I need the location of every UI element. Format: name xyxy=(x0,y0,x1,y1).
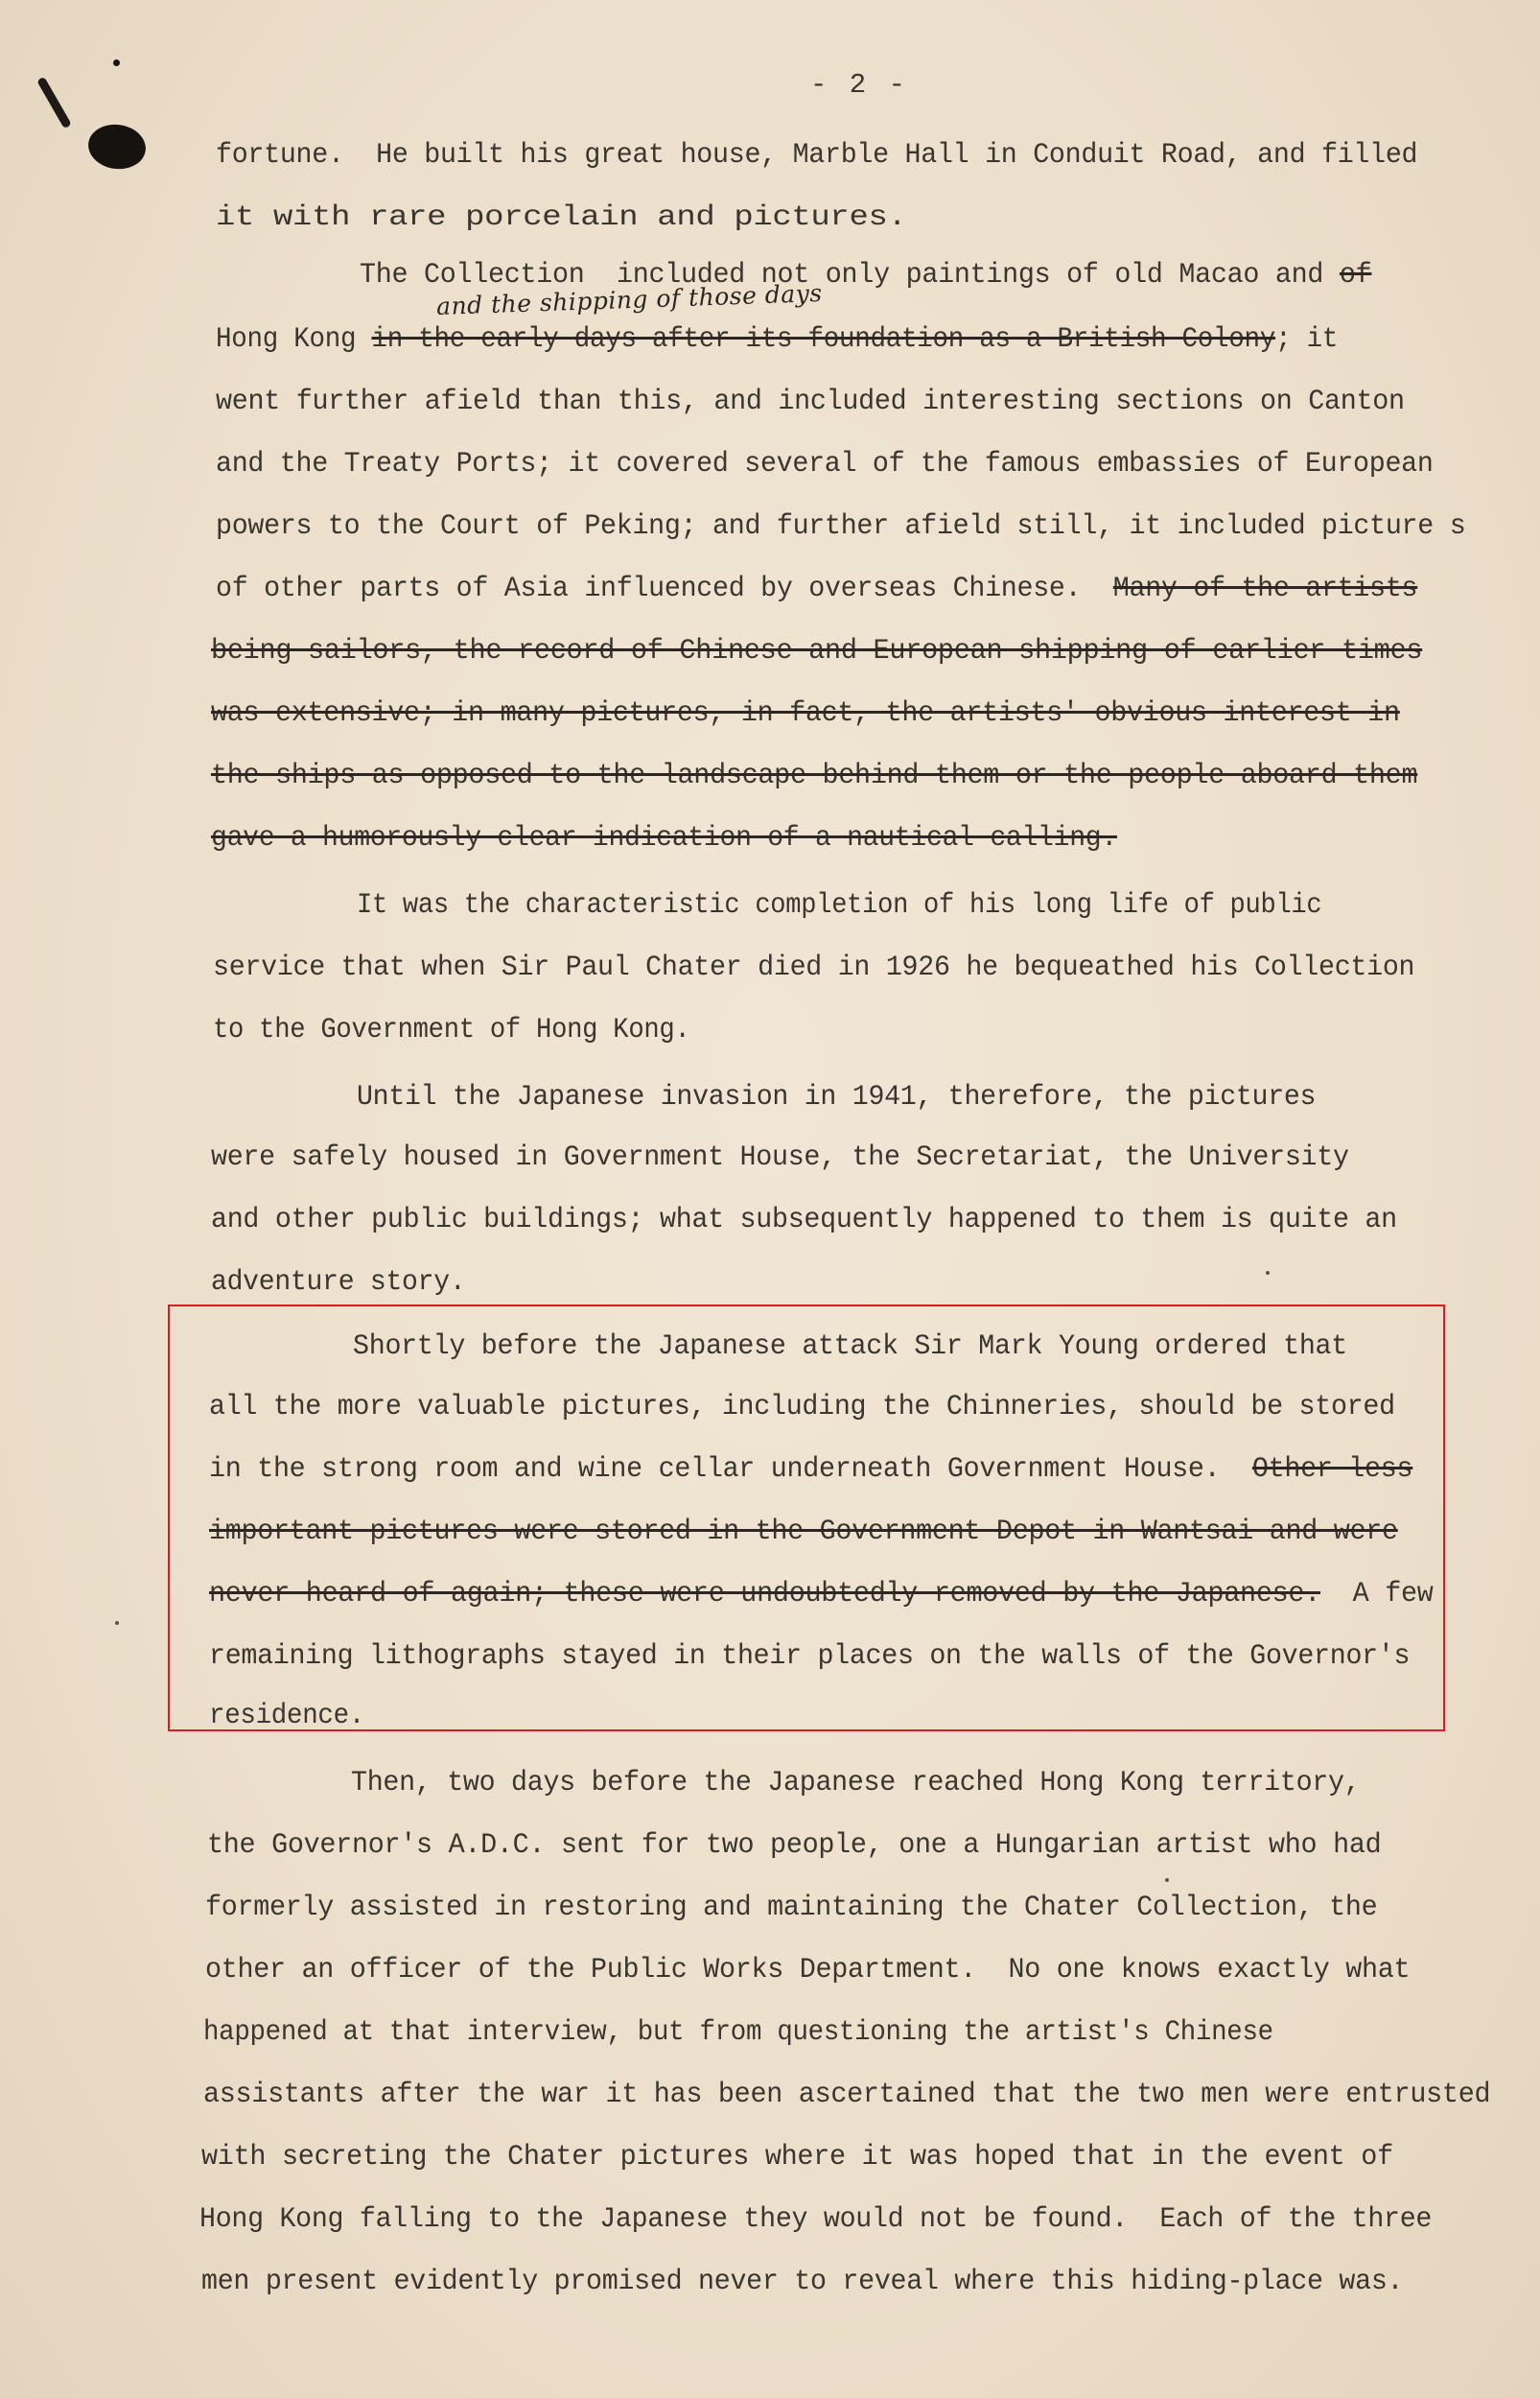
ink-dot xyxy=(1266,1271,1270,1275)
page-number: - 2 - xyxy=(810,69,909,101)
text-line xyxy=(216,321,1338,356)
line-text: happened at that interview, but from questioning the artist's Chinese xyxy=(203,2015,1273,2048)
text-line xyxy=(351,1765,1360,1799)
struck-text: important pictures were stored in the Government Depot in Wantsai and were xyxy=(209,1515,1398,1547)
line-text: all the more valuable pictures, including the Chinneries, should be stored xyxy=(209,1390,1395,1422)
text-line xyxy=(211,758,1417,792)
line-text: men present evidently promised never to reveal where this hiding-place was. xyxy=(201,2265,1404,2297)
text-line xyxy=(203,2014,1273,2049)
line-text: with secreting the Chater pictures where it was hoped that in the event of xyxy=(201,2140,1393,2173)
struck-text: gave a humorously clear indication of a nautical calling. xyxy=(211,821,1117,854)
line-text: It was the characteristic completion of his long life of public xyxy=(357,888,1322,921)
line-text: formerly assisted in restoring and maintaining the Chater Collection, the xyxy=(205,1891,1378,1923)
line-text: powers to the Court of Peking; and further afield still, it included picture s xyxy=(216,509,1466,542)
text-line xyxy=(213,1012,690,1046)
struck-text: the ships as opposed to the landscape behind them or the people aboard them xyxy=(211,759,1418,791)
text-line xyxy=(211,633,1422,668)
struck-text: was extensive; in many pictures, in fact, the artists' obvious interest in xyxy=(211,696,1400,729)
ink-dot xyxy=(113,59,120,66)
text-line xyxy=(203,2077,1490,2111)
line-text: and the Treaty Ports; it covered several of the famous embassies of European xyxy=(216,447,1434,480)
struck-text: being sailors, the record of Chinese and European shipping of earlier times xyxy=(211,634,1423,667)
text-line xyxy=(216,446,1434,481)
text-line xyxy=(199,2201,1432,2236)
text-line xyxy=(216,137,1417,172)
line-text: it with rare porcelain and pictures. xyxy=(216,200,907,233)
text-line xyxy=(205,1952,1410,1987)
struck-text: of xyxy=(1339,258,1372,291)
line-text: were safely housed in Government House, the Secretariat, the University xyxy=(211,1140,1349,1173)
struck-text: Other less xyxy=(1251,1452,1413,1485)
text-line xyxy=(216,200,906,234)
line-text: fortune. He built his great house, Marble Hall in Conduit Road, and filled xyxy=(216,138,1418,171)
line-text: went further afield than this, and included interesting sections on Canton xyxy=(216,385,1405,417)
text-line xyxy=(211,695,1400,730)
text-line xyxy=(216,508,1465,543)
line-text: adventure story. xyxy=(211,1265,466,1298)
line-text: service that when Sir Paul Chater died in 1926 he bequeathed his Collection xyxy=(213,951,1415,983)
text-line xyxy=(201,2139,1393,2174)
line-text: and other public buildings; what subsequently happened to them is quite an xyxy=(211,1203,1397,1235)
highlight-box xyxy=(168,1305,1445,1731)
ink-dot xyxy=(115,1621,119,1625)
line-text: Hong Kong falling to the Japanese they would not be found. Each of the three xyxy=(199,2202,1433,2235)
text-line xyxy=(205,1890,1377,1924)
line-text: in the strong room and wine cellar underneath Government House. xyxy=(209,1452,1252,1485)
line-text: The Collection included not only paintings of old Macao and xyxy=(360,258,1340,291)
line-text: remaining lithographs stayed in their places on the walls of the Governor's xyxy=(209,1639,1411,1672)
ink-dot xyxy=(1165,1878,1169,1882)
struck-text: never heard of again; these were undoubtedly removed by the Japanese. xyxy=(209,1577,1321,1610)
text-line xyxy=(216,571,1417,605)
struck-text: in the early days after its foundation as a British Colony xyxy=(371,322,1276,355)
line-text: other an officer of the Public Works Department. No one knows exactly what xyxy=(205,1953,1411,1986)
struck-text: Many of the artists xyxy=(1112,572,1418,604)
text-line xyxy=(360,257,1371,292)
line-text: Shortly before the Japanese attack Sir Mark Young ordered that xyxy=(353,1329,1348,1362)
text-line xyxy=(357,1079,1316,1114)
text-line xyxy=(213,950,1414,984)
text-line xyxy=(211,1264,465,1299)
text-line xyxy=(211,1202,1397,1236)
text-line xyxy=(211,820,1117,855)
text-line xyxy=(207,1827,1381,1862)
text-line xyxy=(201,2264,1403,2298)
line-text: the Governor's A.D.C. sent for two people, one a Hungarian artist who had xyxy=(207,1828,1382,1861)
line-text: A few xyxy=(1320,1577,1434,1610)
ink-mark xyxy=(36,77,72,129)
line-text: residence. xyxy=(209,1699,365,1731)
line-text: Until the Japanese invasion in 1941, therefore, the pictures xyxy=(357,1080,1317,1113)
line-text: assistants after the war it has been ascertained that the two men were entrusted xyxy=(203,2078,1491,2110)
line-text: of other parts of Asia influenced by overseas Chinese. xyxy=(216,572,1113,604)
line-text: Hong Kong xyxy=(216,322,372,355)
handwritten-annotation: and the shipping of those days xyxy=(435,278,824,321)
line-text: ; it xyxy=(1275,322,1339,355)
text-line xyxy=(216,384,1405,418)
ink-blot xyxy=(85,121,149,173)
line-text: Then, two days before the Japanese reached Hong Kong territory, xyxy=(351,1766,1361,1798)
line-text: to the Government of Hong Kong. xyxy=(213,1013,690,1046)
text-line xyxy=(211,1140,1349,1174)
text-line xyxy=(357,887,1321,922)
